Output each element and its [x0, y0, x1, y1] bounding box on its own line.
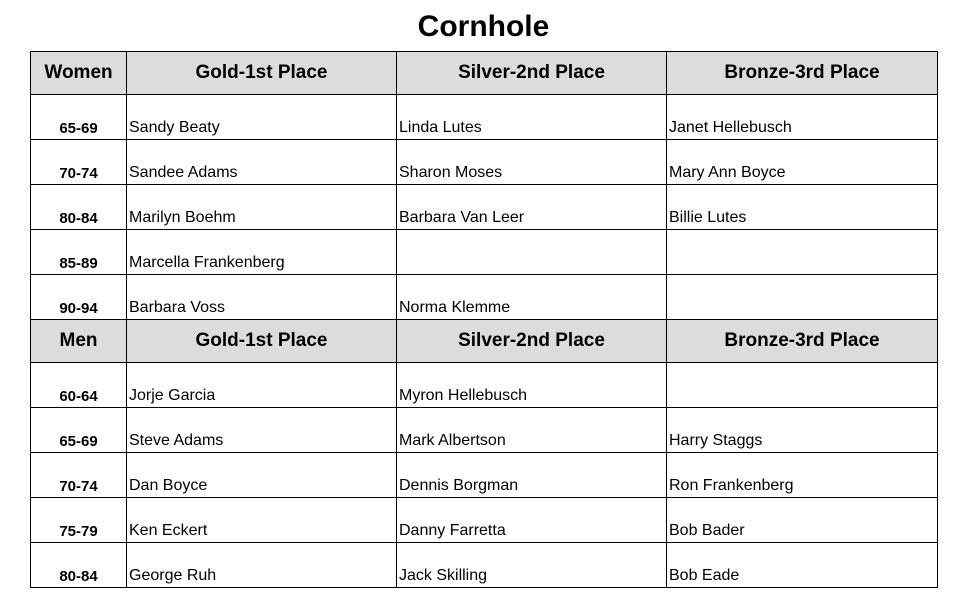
age-group-cell: 70-74	[31, 453, 127, 498]
gold-winner-cell: Ken Eckert	[127, 498, 397, 543]
table-row	[31, 140, 938, 185]
bronze-winner-cell: Janet Hellebusch	[667, 95, 938, 140]
bronze-winner-cell: Harry Staggs	[667, 408, 938, 453]
gold-winner-cell: Marilyn Boehm	[127, 185, 397, 230]
silver-winner-cell: Sharon Moses	[397, 140, 667, 185]
bronze-winner-cell: Ron Frankenberg	[667, 453, 938, 498]
table-row	[31, 275, 938, 320]
age-group-cell: 75-79	[31, 498, 127, 543]
table-row	[31, 498, 938, 543]
table-row	[31, 95, 938, 140]
silver-winner-cell: Norma Klemme	[397, 275, 667, 320]
bronze-winner-cell: Bob Bader	[667, 498, 938, 543]
table-row	[31, 230, 938, 275]
women-header-gold: Gold-1st Place	[127, 52, 397, 95]
page-title: Cornhole	[417, 10, 550, 43]
age-group-cell: 85-89	[31, 230, 127, 275]
men-header-bronze: Bronze-3rd Place	[667, 320, 938, 363]
bronze-winner-cell: Bob Eade	[667, 543, 938, 588]
age-group-cell: 60-64	[31, 363, 127, 408]
age-group-cell: 80-84	[31, 543, 127, 588]
table-row	[31, 363, 938, 408]
gold-winner-cell: Steve Adams	[127, 408, 397, 453]
results-table	[30, 51, 938, 588]
gold-winner-cell: Sandy Beaty	[127, 95, 397, 140]
gold-winner-cell: Barbara Voss	[127, 275, 397, 320]
men-header-row	[31, 320, 938, 363]
women-header-row	[31, 52, 938, 95]
gold-winner-cell: Marcella Frankenberg	[127, 230, 397, 275]
age-group-cell: 90-94	[31, 275, 127, 320]
silver-winner-cell	[397, 230, 667, 275]
men-header-division: Men	[31, 320, 127, 363]
bronze-winner-cell: Mary Ann Boyce	[667, 140, 938, 185]
gold-winner-cell: George Ruh	[127, 543, 397, 588]
silver-winner-cell: Danny Farretta	[397, 498, 667, 543]
women-header-division: Women	[31, 52, 127, 95]
silver-winner-cell: Linda Lutes	[397, 95, 667, 140]
women-header-silver: Silver-2nd Place	[397, 52, 667, 95]
table-row	[31, 453, 938, 498]
bronze-winner-cell	[667, 363, 938, 408]
age-group-cell: 65-69	[31, 408, 127, 453]
men-header-silver: Silver-2nd Place	[397, 320, 667, 363]
table-row	[31, 408, 938, 453]
silver-winner-cell: Mark Albertson	[397, 408, 667, 453]
table-row	[31, 185, 938, 230]
gold-winner-cell: Dan Boyce	[127, 453, 397, 498]
silver-winner-cell: Jack Skilling	[397, 543, 667, 588]
age-group-cell: 65-69	[31, 95, 127, 140]
silver-winner-cell: Myron Hellebusch	[397, 363, 667, 408]
bronze-winner-cell: Billie Lutes	[667, 185, 938, 230]
silver-winner-cell: Barbara Van Leer	[397, 185, 667, 230]
men-header-gold: Gold-1st Place	[127, 320, 397, 363]
table-row	[31, 543, 938, 588]
gold-winner-cell: Sandee Adams	[127, 140, 397, 185]
bronze-winner-cell	[667, 275, 938, 320]
age-group-cell: 80-84	[31, 185, 127, 230]
women-header-bronze: Bronze-3rd Place	[667, 52, 938, 95]
gold-winner-cell: Jorje Garcia	[127, 363, 397, 408]
bronze-winner-cell	[667, 230, 938, 275]
age-group-cell: 70-74	[31, 140, 127, 185]
silver-winner-cell: Dennis Borgman	[397, 453, 667, 498]
